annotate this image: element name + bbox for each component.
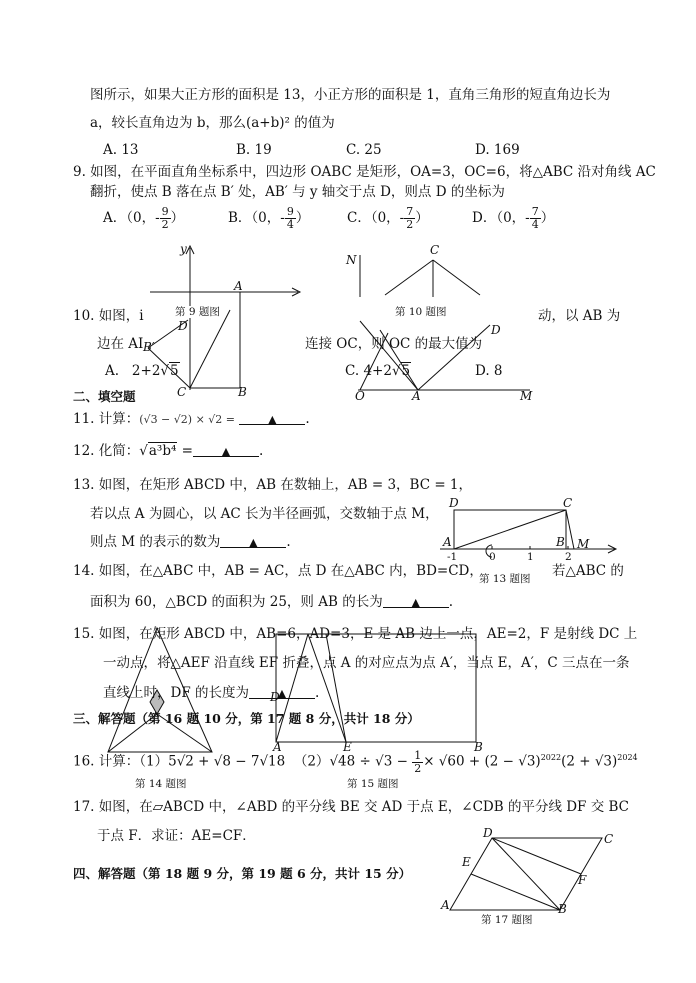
q13-answer-blank[interactable]: ▲ — [220, 533, 286, 548]
fig9-label-D: D — [178, 319, 188, 333]
q9-line2: 翻折，使点 B 落在点 B′ 处，AB′ 与 y 轴交于点 D，则点 D 的坐标为 — [90, 184, 505, 200]
q17-line1: 17. 如图，在▱ABCD 中，∠ABD 的平分线 BE 交 AD 于点 E，∠CDB 的平分线 DF 交 BC — [73, 799, 630, 815]
fig13-tick-1: 1 — [527, 551, 534, 563]
fig9-label-y: y — [180, 242, 187, 256]
q11-answer-blank[interactable]: ▲ — [239, 410, 305, 425]
figure-10 — [340, 245, 540, 405]
q15-answer-blank[interactable]: ▲ — [249, 684, 315, 699]
fig15-label-E: E — [343, 740, 352, 754]
q8-option-a: A. 13 — [103, 142, 139, 158]
q14-line1b: 若△ABC 的 — [552, 563, 624, 579]
q8-line2: a，较长直角边为 b，那么(a+b)² 的值为 — [90, 115, 335, 131]
fig10-label-A: A — [412, 389, 421, 403]
q10-line1b: 动，以 AB 为 — [538, 308, 621, 324]
q8-line1: 图所示，如果大正方形的面积是 13，小正方形的面积是 1，直角三角形的短直角边长为 — [90, 87, 611, 103]
q14-line1a: 14. 如图，在△ABC 中，AB = AC，点 D 在△ABC 内，BD=CD， — [73, 563, 483, 579]
fig13-tick-neg1: -1 — [447, 551, 458, 563]
q12: 12. 化简：√a³b⁴ = ▲ . — [73, 443, 264, 459]
q8-option-b: B. 19 — [236, 142, 272, 158]
fig13-label-B: B — [556, 535, 565, 549]
fig9-label-B: B — [238, 385, 247, 399]
fig13-tick-2: 2 — [565, 551, 572, 563]
section-4-title: 四、解答题（第 18 题 9 分，第 19 题 6 分，共计 15 分） — [73, 866, 412, 881]
fig15-label-D: D — [270, 690, 280, 704]
q13-line2: 若以点 A 为圆心，以 AC 长为半径画弧，交数轴于点 M， — [90, 506, 439, 522]
q12-answer-blank[interactable]: ▲ — [193, 442, 259, 457]
fig9-label-C: C — [177, 385, 187, 399]
fig15-label-B: B — [474, 740, 483, 754]
fig14-caption: 第 14 题图 — [135, 778, 187, 790]
q13-line1: 13. 如图，在矩形 ABCD 中，AB 在数轴上，AB = 3，BC = 1， — [73, 477, 473, 493]
fig10-label-D: D — [491, 323, 501, 337]
fig10-caption: 第 10 题图 — [395, 306, 447, 318]
fig13-tick-0: 0 — [489, 551, 496, 563]
q9-option-a: A．（0，- $\frac{9}{2}$ ） — [103, 205, 185, 231]
q13-line3: 则点 M 的表示的数为 ▲ . — [90, 534, 291, 550]
fig9-label-B1: B′ — [143, 340, 155, 354]
fig13-label-D: D — [449, 496, 459, 510]
q11: 11. 计算：(√3 − √2) × √2 = ▲ . — [73, 411, 310, 427]
q10-option-c: C. 4+2√5 — [345, 363, 411, 379]
q9-option-b: B．（0，- $\frac{9}{4}$ ） — [228, 205, 310, 231]
fig10-label-C: C — [430, 243, 440, 257]
fig17-label-E: E — [462, 855, 471, 869]
fig15-label-A: A — [273, 740, 282, 754]
section-2-title: 二、填空题 — [73, 389, 136, 404]
q10-line1a: 10. 如图，i — [73, 308, 144, 324]
fig17-label-B: B — [558, 902, 567, 916]
q16: 16. 计算：（1）5√2 + √8 − 7√18 （2）√48 ÷ √3 − $\frac{1}{2}$ × $√60 + (2 - √3)^{2022}(2 + √3)^{2024}$ — [73, 748, 638, 775]
fig10-label-M: M — [520, 389, 533, 403]
fig17-caption: 第 17 题图 — [481, 914, 533, 926]
fig13-label-A: A — [443, 535, 452, 549]
q10-option-a: A. 2+2√5 — [105, 363, 179, 379]
q17-line2: 于点 F．求证：AE=CF． — [97, 828, 256, 844]
fig10-label-N: N — [346, 253, 357, 267]
fig17-label-F: F — [578, 873, 587, 887]
q15-line2: 一动点，将△AEF 沿直线 EF 折叠，点 A 的对应点为点 A′，当点 E，A′，C 三点在一条 — [103, 655, 630, 671]
fig13-label-M: M — [577, 537, 590, 551]
q15-line3: 直线上时，DF 的长度为 ▲ . — [103, 685, 320, 701]
q9-line1: 9. 如图，在平面直角坐标系中，四边形 OABC 是矩形，OA=3，OC=6，将△ABC 沿对角线 AC — [73, 164, 656, 180]
q10-line2b: 连接 OC，则 OC 的最大值为 — [305, 336, 483, 352]
q14-line2: 面积为 60，△BCD 的面积为 25，则 AB 的长为 ▲ . — [90, 594, 453, 610]
fig13-caption: 第 13 题图 — [479, 573, 531, 585]
fig13-label-C: C — [563, 496, 573, 510]
q14-answer-blank[interactable]: ▲ — [383, 593, 449, 608]
fig9-caption: 第 9 题图 — [175, 306, 220, 318]
q8-option-c: C. 25 — [346, 142, 382, 158]
q9-option-c: C．（0，- $\frac{7}{2}$ ） — [347, 205, 429, 231]
fig17-label-C: C — [604, 832, 614, 846]
fig17-label-D: D — [483, 826, 493, 840]
section-3-title: 三、解答题（第 16 题 10 分，第 17 题 8 分，共计 18 分） — [73, 711, 420, 726]
fig9-label-A: A — [234, 279, 243, 293]
q8-option-d: D. 169 — [475, 142, 520, 158]
fig17-label-A: A — [441, 898, 450, 912]
q9-option-d: D．（0，- $\frac{7}{4}$ ） — [472, 205, 555, 231]
q10-option-d: D. 8 — [475, 363, 503, 379]
figure-17 — [445, 830, 620, 915]
fig10-label-O: O — [355, 389, 365, 403]
q15-line1: 15. 如图，在矩形 ABCD 中，AB=6，AD=3，E 是 AB 边上一点，AE=2，F 是射线 DC 上 — [73, 626, 638, 642]
fig15-caption: 第 15 题图 — [347, 778, 399, 790]
q10-line2a: 边在 AI — [97, 336, 144, 352]
